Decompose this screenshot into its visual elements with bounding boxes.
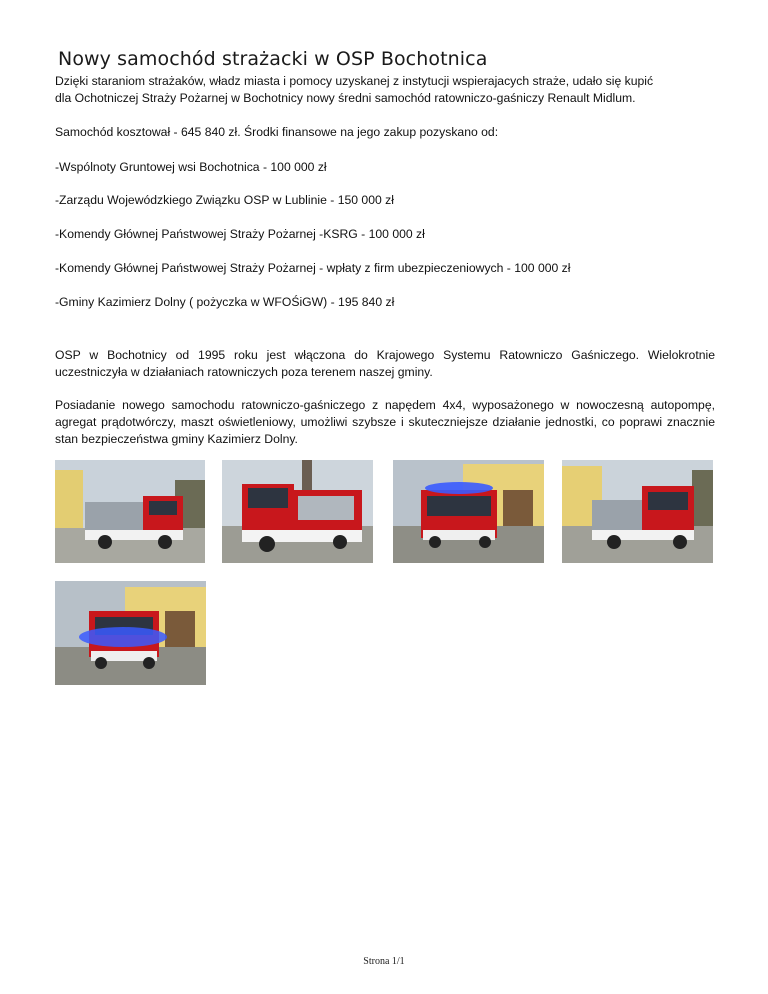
- intro-line-2: dla Ochotniczej Straży Pożarnej w Bochotnicy nowy średni samochód ratowniczo-gaśniczy Renault Midlum.: [55, 91, 636, 105]
- page-number: Strona 1/1: [363, 956, 405, 967]
- funding-item: -Komendy Głównej Państwowej Straży Pożarnej -KSRG - 100 000 zł: [55, 227, 425, 241]
- fire-truck-photo-side: [55, 460, 205, 563]
- funding-item: -Wspólnoty Gruntowej wsi Bochotnica - 100 000 zł: [55, 160, 327, 174]
- funding-item: -Komendy Głównej Państwowej Straży Pożarnej - wpłaty z firm ubezpieczeniowych - 100 000 zł: [55, 261, 571, 275]
- cost-paragraph: Samochód kosztował - 645 840 zł. Środki finansowe na jego zakup pozyskano od:: [55, 125, 499, 139]
- fire-truck-photo-front-right: [562, 460, 713, 563]
- equipment-paragraph: Posiadanie nowego samochodu ratowniczo-gaśniczego z napędem 4x4, wyposażonego w nowoczesną autopompę, agregat prądotwórczy, maszt oświetleniowy, umożliwi szybsze i skuteczniejsze działanie jednostki, co poprawi znacznie stan bezpieczeństwa gminy Kazimierz Dolny.: [55, 398, 715, 446]
- intro-paragraph: [55, 73, 715, 107]
- funding-item: -Zarządu Wojewódzkiego Związku OSP w Lublinie - 150 000 zł: [55, 193, 394, 207]
- fire-truck-photo-front-left: [222, 460, 373, 563]
- funding-item: -Gminy Kazimierz Dolny ( pożyczka w WFOŚiGW) - 195 840 zł: [55, 295, 395, 309]
- page-title: Nowy samochód strażacki w OSP Bochotnica: [58, 48, 488, 70]
- intro-line-1: Dzięki staraniom strażaków, władz miasta i pomocy uzyskanej z instytucji wspierajacych straże, udało się kupić: [55, 74, 654, 88]
- fire-truck-photo-blue-lights: [55, 581, 206, 685]
- ksrg-paragraph: OSP w Bochotnicy od 1995 roku jest włączona do Krajowego Systemu Ratowniczo Gaśniczego. Wielokrotnie uczestniczyła w działaniach ratowniczych poza terenem naszej gminy.: [55, 348, 715, 379]
- fire-truck-photo-front-lights: [393, 460, 544, 563]
